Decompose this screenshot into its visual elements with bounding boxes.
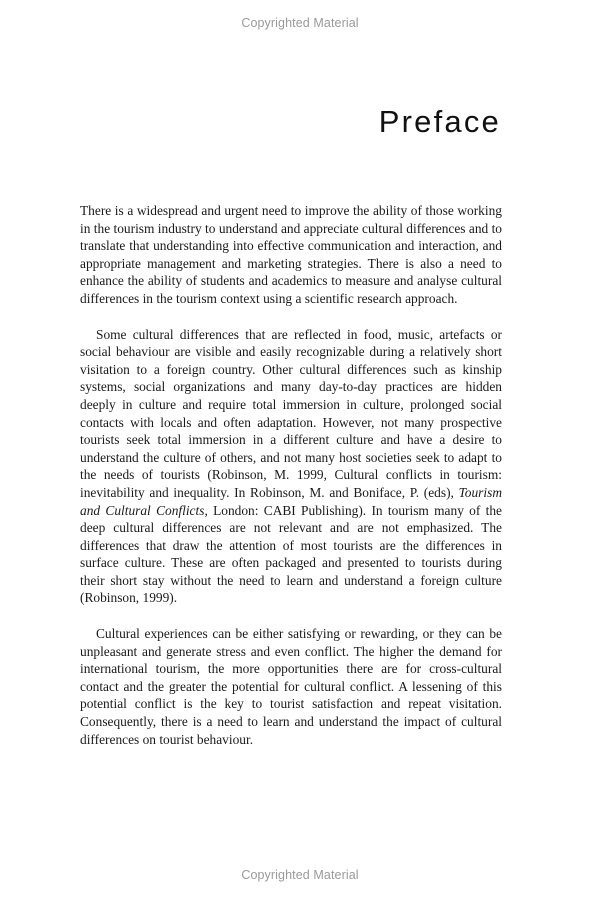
preface-body xyxy=(80,202,502,766)
watermark-top: Copyrighted Material xyxy=(241,16,359,30)
paragraph-2 xyxy=(80,326,502,608)
book-title-italic: Tourism and Cultural Conflicts xyxy=(80,484,502,518)
watermark-bottom: Copyrighted Material xyxy=(241,868,359,882)
paragraph-2-text-b: , London: CABI Publishing). In tourism many of the deep cultural differences are not relevant and are not emphasized. The differences that draw the attention of most tourists are the differences in surface culture. These are often packaged and presented to tourists during their short stay without the need to learn and understand a foreign culture (Robinson, 1999). xyxy=(80,502,502,606)
paragraph-2-text-a: Some cultural differences that are reflected in food, music, artefacts or social behaviour are visible and easily recognizable during a relatively short visitation to a foreign country. Other cultural differences such as kinship systems, social organizations and many day-to-day practices are hidden deeply in culture and require total immersion in culture, prolonged social contacts with locals and often adaptation. However, not many prospective tourists seek total immersion in a different culture and have a desire to understand the culture of others, and not many host societies seek to adapt to the needs of tourists (Robinson, M. 1999, Cultural conflicts in tourism: inevitability and inequality. In Robinson, M. and Boniface, P. (eds), xyxy=(80,326,502,500)
chapter-title: Preface xyxy=(378,104,501,139)
paragraph-1: There is a widespread and urgent need to improve the ability of those working in the tourism industry to understand and appreciate cultural differences and to translate that understanding into effective communication and interaction, and appropriate management and marketing strategies. There is also a need to enhance the ability of students and academics to measure and analyse cultural differences in the tourism context using a scientific research approach. xyxy=(80,203,502,306)
paragraph-3: Cultural experiences can be either satisfying or rewarding, or they can be unpleasant and generate stress and even conflict. The higher the demand for international tourism, the more opportunities there are for cross-cultural contact and the greater the potential for cultural conflict. A lessening of this potential conflict is the key to tourist satisfaction and repeat visitation. Consequently, there is a need to learn and understand the impact of cultural differences on tourist behaviour. xyxy=(80,626,502,747)
